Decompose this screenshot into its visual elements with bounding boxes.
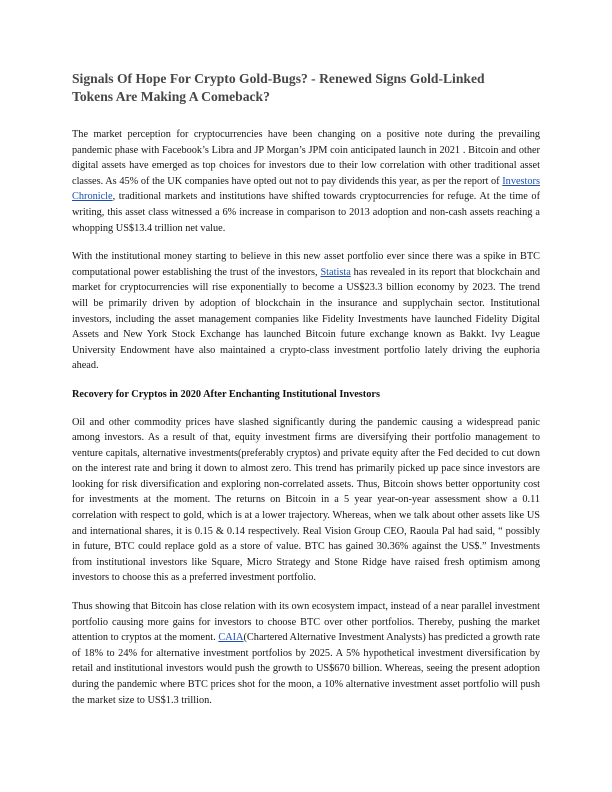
paragraph-3: Oil and other commodity prices have slashed significantly during the pandemic causing a widespread panic among investors. As a result of that, equity investment firms are diversifying their portfolio management to venture capitals, alternative investments(preferably cryptos) and private equity after the Fed decided to cut down on the interest rate and bring it down to almost zero. This trend has primarily picked up pace since investors are looking for risk diversification and exploring non-correlated assets. Thus, Bitcoin shows better opportunity cost for investments at the moment. The returns on Bitcoin in a 5 year year-on-year assessment show a 0.11 correlation with respect to gold, which is at a lower trajectory. Whereas, when we talk about other assets like US and international shares, it is 0.15 & 0.14 respectively. Real Vision Group CEO, Raoula Pal had said, “ possibly in future, BTC could replace gold as a store of value. BTC has gained 30.36% against the US$.” Investments from institutional investors like Square, Micro Strategy and Stone Ridge have raised fresh optimism among investors to choose this as a preferred investment portfolio. (72, 416, 540, 584)
paragraph-4 (72, 599, 540, 708)
article-title-line-1: Signals Of Hope For Crypto Gold-Bugs? - Renewed Signs Gold-Linked (72, 71, 485, 86)
investors-chronicle-link[interactable]: Investors Chronicle (72, 175, 540, 203)
paragraph-2 (72, 249, 540, 374)
section-heading: Recovery for Cryptos in 2020 After Enchanting Institutional Investors (72, 388, 380, 400)
paragraph-1 (72, 127, 540, 236)
paragraph-4-text-b: (Chartered Alternative Investment Analysts) has predicted a growth rate of 18% to 24% for alternative investment portfolios by 2025. A 5% hypothetical investment diversification by retail and institutional investors would push the growth to US$670 billion. Whereas, seeing the present adoption during the pandemic where BTC prices shot for the moon, a 10% alternative investment asset portfolio will push the market size to US$1.3 trillion. (72, 632, 540, 706)
article-title (72, 70, 540, 106)
document-page (72, 70, 540, 721)
paragraph-2-text-b: has revealed in its report that blockchain and market for cryptocurrencies will rise exponentially to become a US$23.3 billion economy by 2023. The trend will be primarily driven by adoption of blockchain in the insurance and supplychain sector. Institutional investors, including the asset management companies like Fidelity Investments have launched Fidelity Digital Assets and New York Stock Exchange has launched Bitcoin future exchange known as Bakkt. Ivy League University Endowment have also maintained a crypto-class investment portfolio lately driving the euphoria ahead. (72, 266, 540, 372)
paragraph-4-text-a: Thus showing that Bitcoin has close relation with its own ecosystem impact, instead of a near parallel investment portfolio causing more gains for investors to choose BTC over other portfolios. Thereby, pushing the market attention to cryptos at the moment. (72, 601, 540, 644)
article-title-line-2: Tokens Are Making A Comeback? (72, 89, 270, 104)
paragraph-1-text-b: , traditional markets and institutions have shifted towards cryptocurrencies for refuge. At the time of writing, this asset class witnessed a 6% increase in comparison to 2013 adoption and non-cash assets reaching a whopping US$13.4 trillion net value. (72, 191, 540, 234)
paragraph-2-text-a: With the institutional money starting to believe in this new asset portfolio ever since there was a spike in BTC computational power establishing the trust of the investors, (72, 251, 540, 278)
statista-link[interactable]: Statista (320, 266, 351, 278)
paragraph-1-text-a: The market perception for cryptocurrencies have been changing on a positive note during the prevailing pandemic phase with Facebook’s Libra and JP Morgan’s JPM coin anticipated launch in 2021 . Bitcoin and other digital assets have emerged as top choices for investors due to their low correlation with other traditional asset classes. As 45% of the UK companies have opted out not to pay dividends this year, as per the report of (72, 129, 540, 187)
caia-link[interactable]: CAIA (218, 632, 244, 644)
